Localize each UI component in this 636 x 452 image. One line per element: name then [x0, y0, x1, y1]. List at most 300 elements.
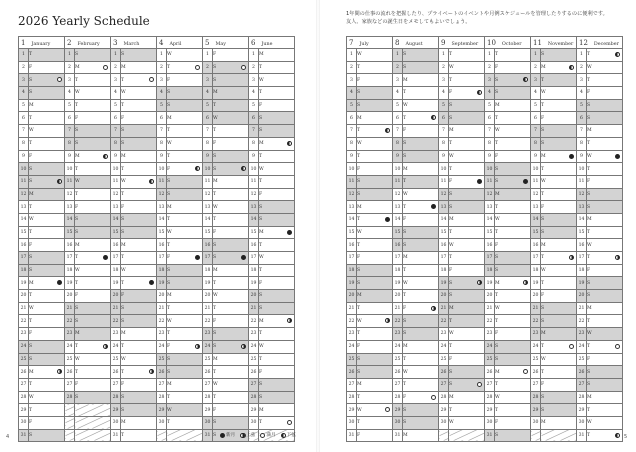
day-cell[interactable]: T — [449, 49, 485, 62]
day-cell[interactable]: S — [495, 264, 531, 277]
day-cell[interactable]: S — [357, 87, 393, 100]
day-cell[interactable]: M — [121, 416, 157, 429]
day-cell[interactable]: F — [403, 125, 439, 138]
day-cell[interactable]: M — [259, 315, 295, 328]
day-cell[interactable]: W — [587, 416, 623, 429]
day-cell[interactable]: F — [495, 61, 531, 74]
day-cell[interactable]: T — [449, 252, 485, 265]
day-cell[interactable]: S — [167, 175, 203, 188]
day-cell[interactable]: S — [587, 201, 623, 214]
day-cell[interactable]: S — [29, 429, 65, 442]
day-cell[interactable]: M — [75, 328, 111, 341]
day-cell[interactable]: T — [167, 213, 203, 226]
day-cell[interactable]: T — [357, 416, 393, 429]
day-cell[interactable]: W — [587, 61, 623, 74]
day-cell[interactable]: F — [29, 328, 65, 341]
day-cell[interactable]: S — [495, 74, 531, 87]
day-cell[interactable]: S — [121, 137, 157, 150]
day-cell[interactable]: S — [121, 49, 157, 62]
day-cell[interactable]: W — [121, 264, 157, 277]
day-cell[interactable]: M — [495, 188, 531, 201]
day-cell[interactable]: S — [259, 112, 295, 125]
day-cell[interactable]: W — [449, 150, 485, 163]
day-cell[interactable]: M — [403, 163, 439, 176]
day-cell[interactable]: S — [449, 112, 485, 125]
day-cell[interactable]: T — [29, 290, 65, 303]
day-cell[interactable]: T — [541, 188, 577, 201]
day-cell[interactable]: T — [357, 150, 393, 163]
day-cell[interactable]: T — [29, 49, 65, 62]
day-cell[interactable]: S — [121, 315, 157, 328]
day-cell[interactable]: S — [167, 87, 203, 100]
day-cell[interactable]: W — [213, 201, 249, 214]
day-cell[interactable]: S — [75, 213, 111, 226]
day-cell[interactable]: W — [75, 87, 111, 100]
day-cell[interactable]: T — [449, 315, 485, 328]
day-cell[interactable]: T — [121, 340, 157, 353]
day-cell[interactable]: S — [75, 302, 111, 315]
day-cell[interactable]: F — [495, 239, 531, 252]
day-cell[interactable]: S — [167, 353, 203, 366]
day-cell[interactable]: T — [213, 99, 249, 112]
day-cell[interactable]: T — [213, 366, 249, 379]
day-cell[interactable]: S — [29, 175, 65, 188]
day-cell[interactable]: T — [403, 175, 439, 188]
day-cell[interactable]: T — [29, 315, 65, 328]
day-cell[interactable]: W — [449, 239, 485, 252]
day-cell[interactable]: M — [29, 188, 65, 201]
day-cell[interactable]: T — [167, 61, 203, 74]
day-cell[interactable]: M — [403, 74, 439, 87]
day-cell[interactable]: S — [75, 125, 111, 138]
day-cell[interactable]: S — [213, 61, 249, 74]
day-cell[interactable]: W — [495, 302, 531, 315]
day-cell[interactable]: S — [403, 416, 439, 429]
day-cell[interactable]: S — [541, 125, 577, 138]
day-cell[interactable]: T — [75, 340, 111, 353]
day-cell[interactable]: M — [29, 99, 65, 112]
day-cell[interactable]: T — [259, 61, 295, 74]
day-cell[interactable]: S — [495, 163, 531, 176]
day-cell[interactable]: W — [587, 328, 623, 341]
day-cell[interactable]: S — [495, 340, 531, 353]
day-cell[interactable]: M — [29, 366, 65, 379]
day-cell[interactable]: M — [213, 264, 249, 277]
day-cell[interactable]: S — [29, 264, 65, 277]
day-cell[interactable]: W — [121, 87, 157, 100]
day-cell[interactable]: F — [541, 201, 577, 214]
day-cell[interactable]: M — [403, 340, 439, 353]
day-cell[interactable]: S — [29, 163, 65, 176]
day-cell[interactable]: F — [75, 378, 111, 391]
day-cell[interactable]: S — [259, 302, 295, 315]
day-cell[interactable]: T — [449, 226, 485, 239]
day-cell[interactable]: S — [357, 188, 393, 201]
day-cell[interactable]: S — [75, 49, 111, 62]
day-cell[interactable]: F — [495, 150, 531, 163]
day-cell[interactable]: S — [541, 137, 577, 150]
day-cell[interactable]: F — [357, 163, 393, 176]
day-cell[interactable]: M — [121, 239, 157, 252]
day-cell[interactable]: T — [541, 163, 577, 176]
day-cell[interactable]: F — [167, 163, 203, 176]
day-cell[interactable]: T — [403, 378, 439, 391]
day-cell[interactable]: S — [259, 378, 295, 391]
day-cell[interactable]: T — [449, 74, 485, 87]
day-cell[interactable]: T — [121, 366, 157, 379]
day-cell[interactable]: S — [587, 290, 623, 303]
day-cell[interactable]: T — [75, 163, 111, 176]
day-cell[interactable]: T — [495, 112, 531, 125]
day-cell[interactable]: T — [259, 353, 295, 366]
day-cell[interactable]: S — [213, 340, 249, 353]
day-cell[interactable]: S — [213, 328, 249, 341]
day-cell[interactable]: F — [403, 391, 439, 404]
day-cell[interactable]: M — [587, 302, 623, 315]
day-cell[interactable]: S — [167, 99, 203, 112]
day-cell[interactable]: M — [541, 416, 577, 429]
day-cell[interactable]: M — [357, 201, 393, 214]
day-cell[interactable]: T — [495, 290, 531, 303]
day-cell[interactable]: S — [29, 74, 65, 87]
day-cell[interactable]: S — [357, 175, 393, 188]
day-cell[interactable]: W — [213, 290, 249, 303]
day-cell[interactable]: T — [75, 252, 111, 265]
day-cell[interactable]: S — [495, 175, 531, 188]
day-cell[interactable]: T — [587, 49, 623, 62]
day-cell[interactable]: W — [357, 49, 393, 62]
day-cell[interactable]: T — [213, 213, 249, 226]
day-cell[interactable]: M — [449, 213, 485, 226]
day-cell[interactable]: T — [587, 163, 623, 176]
day-cell[interactable]: W — [357, 137, 393, 150]
day-cell[interactable]: T — [75, 366, 111, 379]
day-cell[interactable]: T — [29, 378, 65, 391]
day-cell[interactable]: T — [403, 201, 439, 214]
day-cell[interactable]: W — [167, 226, 203, 239]
day-cell[interactable]: T — [75, 188, 111, 201]
day-cell[interactable]: F — [541, 290, 577, 303]
day-cell[interactable]: S — [213, 239, 249, 252]
day-cell[interactable]: T — [213, 125, 249, 138]
day-cell[interactable]: T — [167, 302, 203, 315]
day-cell[interactable]: T — [495, 378, 531, 391]
day-cell[interactable]: M — [75, 239, 111, 252]
day-cell[interactable]: F — [587, 175, 623, 188]
day-cell[interactable]: M — [29, 277, 65, 290]
day-cell[interactable]: T — [167, 328, 203, 341]
day-cell[interactable]: W — [403, 277, 439, 290]
day-cell[interactable]: T — [403, 290, 439, 303]
day-cell[interactable]: T — [121, 188, 157, 201]
day-cell[interactable]: F — [495, 328, 531, 341]
day-cell[interactable]: W — [121, 175, 157, 188]
day-cell[interactable]: M — [259, 226, 295, 239]
day-cell[interactable]: F — [167, 340, 203, 353]
day-cell[interactable]: T — [357, 125, 393, 138]
day-cell[interactable]: M — [121, 328, 157, 341]
day-cell[interactable]: S — [403, 328, 439, 341]
day-cell[interactable]: F — [75, 201, 111, 214]
day-cell[interactable]: W — [75, 353, 111, 366]
day-cell[interactable]: S — [587, 99, 623, 112]
day-cell[interactable]: M — [449, 391, 485, 404]
day-cell[interactable]: F — [29, 239, 65, 252]
day-cell[interactable]: T — [357, 391, 393, 404]
day-cell[interactable]: W — [259, 74, 295, 87]
day-cell[interactable]: S — [403, 226, 439, 239]
day-cell[interactable]: T — [587, 226, 623, 239]
day-cell[interactable]: T — [259, 175, 295, 188]
day-cell[interactable]: M — [213, 353, 249, 366]
day-cell[interactable]: W — [541, 264, 577, 277]
day-cell[interactable]: F — [541, 378, 577, 391]
day-cell[interactable]: T — [213, 277, 249, 290]
day-cell[interactable]: T — [541, 99, 577, 112]
day-cell[interactable]: T — [121, 163, 157, 176]
day-cell[interactable]: M — [167, 201, 203, 214]
day-cell[interactable]: T — [541, 366, 577, 379]
day-cell[interactable]: F — [403, 213, 439, 226]
day-cell[interactable]: S — [449, 290, 485, 303]
day-cell[interactable]: T — [449, 340, 485, 353]
day-cell[interactable]: F — [259, 366, 295, 379]
day-cell[interactable]: W — [75, 175, 111, 188]
day-cell[interactable]: T — [587, 315, 623, 328]
day-cell[interactable]: T — [587, 429, 623, 442]
day-cell[interactable]: S — [403, 137, 439, 150]
day-cell[interactable]: T — [121, 277, 157, 290]
day-cell[interactable]: F — [213, 49, 249, 62]
day-cell[interactable]: S — [449, 378, 485, 391]
day-cell[interactable]: F — [29, 150, 65, 163]
day-cell[interactable]: S — [587, 188, 623, 201]
day-cell[interactable]: M — [259, 49, 295, 62]
day-cell[interactable]: F — [121, 112, 157, 125]
day-cell[interactable]: W — [495, 213, 531, 226]
day-cell[interactable]: S — [121, 404, 157, 417]
day-cell[interactable]: S — [121, 302, 157, 315]
day-cell[interactable]: T — [541, 252, 577, 265]
day-cell[interactable]: M — [587, 391, 623, 404]
day-cell[interactable]: T — [449, 137, 485, 150]
day-cell[interactable]: T — [587, 137, 623, 150]
day-cell[interactable]: S — [541, 404, 577, 417]
day-cell[interactable]: S — [75, 315, 111, 328]
day-cell[interactable]: T — [587, 404, 623, 417]
day-cell[interactable]: T — [449, 404, 485, 417]
day-cell[interactable]: S — [541, 213, 577, 226]
day-cell[interactable]: S — [167, 188, 203, 201]
day-cell[interactable]: S — [587, 366, 623, 379]
day-cell[interactable]: S — [449, 277, 485, 290]
day-cell[interactable]: F — [495, 416, 531, 429]
day-cell[interactable]: T — [495, 315, 531, 328]
day-cell[interactable]: S — [167, 264, 203, 277]
day-cell[interactable]: W — [403, 188, 439, 201]
day-cell[interactable]: F — [403, 302, 439, 315]
day-cell[interactable]: F — [541, 112, 577, 125]
day-cell[interactable]: M — [587, 213, 623, 226]
day-cell[interactable]: T — [495, 49, 531, 62]
day-cell[interactable]: W — [357, 404, 393, 417]
day-cell[interactable]: T — [495, 404, 531, 417]
day-cell[interactable]: S — [29, 252, 65, 265]
day-cell[interactable]: T — [167, 239, 203, 252]
day-cell[interactable]: T — [75, 99, 111, 112]
day-cell[interactable]: M — [121, 150, 157, 163]
day-cell[interactable]: M — [357, 290, 393, 303]
day-cell[interactable]: S — [403, 61, 439, 74]
day-cell[interactable]: F — [121, 201, 157, 214]
day-cell[interactable]: S — [587, 112, 623, 125]
day-cell[interactable]: F — [29, 416, 65, 429]
day-cell[interactable]: S — [541, 302, 577, 315]
day-cell[interactable]: S — [213, 74, 249, 87]
day-cell[interactable]: M — [167, 290, 203, 303]
day-cell[interactable]: W — [29, 125, 65, 138]
day-cell[interactable]: T — [29, 404, 65, 417]
day-cell[interactable]: W — [495, 125, 531, 138]
day-cell[interactable]: F — [357, 429, 393, 442]
day-cell[interactable]: S — [587, 378, 623, 391]
day-cell[interactable]: S — [403, 239, 439, 252]
day-cell[interactable]: S — [213, 429, 249, 442]
day-cell[interactable]: S — [403, 150, 439, 163]
day-cell[interactable]: F — [259, 99, 295, 112]
day-cell[interactable]: S — [449, 99, 485, 112]
day-cell[interactable]: T — [75, 277, 111, 290]
day-cell[interactable]: F — [449, 175, 485, 188]
day-cell[interactable]: W — [587, 239, 623, 252]
day-cell[interactable]: S — [29, 353, 65, 366]
day-cell[interactable]: S — [403, 315, 439, 328]
day-cell[interactable]: S — [357, 99, 393, 112]
day-cell[interactable]: T — [449, 163, 485, 176]
day-cell[interactable]: M — [449, 125, 485, 138]
day-cell[interactable]: T — [167, 150, 203, 163]
day-cell[interactable]: W — [259, 163, 295, 176]
day-cell[interactable]: F — [213, 226, 249, 239]
day-cell[interactable]: T — [121, 429, 157, 442]
day-cell[interactable]: F — [75, 112, 111, 125]
day-cell[interactable]: S — [357, 264, 393, 277]
day-cell[interactable]: W — [357, 315, 393, 328]
day-cell[interactable]: M — [121, 61, 157, 74]
day-cell[interactable]: T — [403, 112, 439, 125]
day-cell[interactable]: T — [495, 226, 531, 239]
day-cell[interactable]: T — [259, 239, 295, 252]
day-cell[interactable]: M — [495, 366, 531, 379]
day-cell[interactable]: W — [403, 99, 439, 112]
day-cell[interactable]: M — [75, 150, 111, 163]
day-cell[interactable]: F — [29, 61, 65, 74]
day-cell[interactable]: T — [167, 125, 203, 138]
day-cell[interactable]: W — [357, 226, 393, 239]
day-cell[interactable]: F — [213, 137, 249, 150]
day-cell[interactable]: T — [167, 391, 203, 404]
day-cell[interactable]: S — [357, 353, 393, 366]
day-cell[interactable]: S — [259, 213, 295, 226]
day-cell[interactable]: T — [121, 99, 157, 112]
day-cell[interactable]: M — [403, 429, 439, 442]
day-cell[interactable]: W — [121, 353, 157, 366]
day-cell[interactable]: T — [213, 391, 249, 404]
day-cell[interactable]: S — [495, 87, 531, 100]
day-cell[interactable]: S — [121, 226, 157, 239]
day-cell[interactable]: T — [541, 277, 577, 290]
day-cell[interactable]: W — [541, 353, 577, 366]
day-cell[interactable]: F — [357, 340, 393, 353]
day-cell[interactable]: S — [587, 277, 623, 290]
day-cell[interactable]: T — [29, 201, 65, 214]
day-cell[interactable]: F — [587, 264, 623, 277]
day-cell[interactable]: F — [75, 290, 111, 303]
day-cell[interactable]: M — [167, 378, 203, 391]
day-cell[interactable]: W — [259, 340, 295, 353]
day-cell[interactable]: S — [449, 201, 485, 214]
day-cell[interactable]: F — [121, 290, 157, 303]
day-cell[interactable]: T — [587, 252, 623, 265]
day-cell[interactable]: T — [357, 328, 393, 341]
day-cell[interactable]: S — [357, 366, 393, 379]
day-cell[interactable]: M — [403, 252, 439, 265]
day-cell[interactable]: T — [357, 213, 393, 226]
day-cell[interactable]: S — [75, 391, 111, 404]
day-cell[interactable]: F — [213, 315, 249, 328]
day-cell[interactable]: W — [167, 49, 203, 62]
day-cell[interactable]: M — [541, 61, 577, 74]
day-cell[interactable]: S — [541, 315, 577, 328]
day-cell[interactable]: T — [121, 252, 157, 265]
day-cell[interactable]: W — [541, 175, 577, 188]
day-cell[interactable]: M — [213, 87, 249, 100]
day-cell[interactable]: S — [541, 391, 577, 404]
day-cell[interactable]: M — [587, 125, 623, 138]
day-cell[interactable]: T — [357, 239, 393, 252]
day-cell[interactable]: F — [167, 252, 203, 265]
day-cell[interactable]: M — [541, 328, 577, 341]
day-cell[interactable]: W — [167, 404, 203, 417]
day-cell[interactable]: S — [449, 366, 485, 379]
day-cell[interactable]: W — [167, 315, 203, 328]
day-cell[interactable]: W — [449, 416, 485, 429]
day-cell[interactable]: S — [213, 163, 249, 176]
day-cell[interactable]: M — [495, 99, 531, 112]
day-cell[interactable]: S — [495, 353, 531, 366]
day-cell[interactable]: T — [403, 353, 439, 366]
day-cell[interactable]: F — [449, 353, 485, 366]
day-cell[interactable]: F — [357, 74, 393, 87]
day-cell[interactable]: T — [29, 112, 65, 125]
day-cell[interactable]: S — [259, 391, 295, 404]
day-cell[interactable]: W — [259, 252, 295, 265]
day-cell[interactable]: T — [167, 416, 203, 429]
day-cell[interactable]: W — [449, 61, 485, 74]
day-cell[interactable]: T — [357, 302, 393, 315]
day-cell[interactable]: S — [167, 277, 203, 290]
day-cell[interactable]: S — [541, 49, 577, 62]
day-cell[interactable]: S — [403, 404, 439, 417]
day-cell[interactable]: T — [259, 87, 295, 100]
day-cell[interactable]: T — [541, 74, 577, 87]
day-cell[interactable]: W — [29, 302, 65, 315]
day-cell[interactable]: T — [29, 137, 65, 150]
day-cell[interactable]: M — [213, 175, 249, 188]
day-cell[interactable]: S — [403, 49, 439, 62]
day-cell[interactable]: T — [259, 328, 295, 341]
day-cell[interactable]: W — [167, 137, 203, 150]
